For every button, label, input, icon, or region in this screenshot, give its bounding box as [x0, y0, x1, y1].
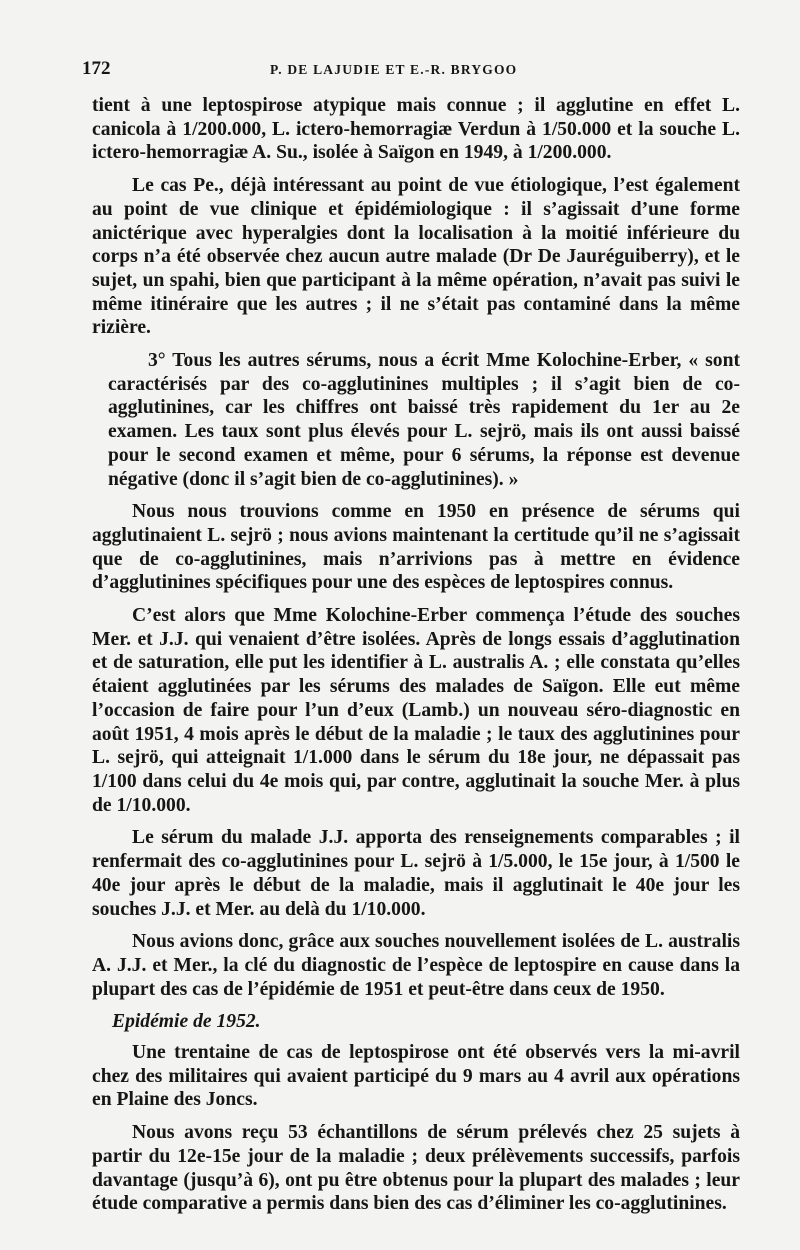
paragraph-2: Le cas Pe., déjà intéressant au point de vue étiologique, l’est également au point de vue clinique et épidémiologique : il s’agissait d’une forme anictérique avec hyperalgies dont la localisation à la moitié inférieure du corps n’a été observée chez aucun autre malade (Dr De Jauréguiberry), et le sujet, un spahi, bien que participant à la même opération, n’avait pas suivi le même itinéraire que les autres ; il ne s’était pas contaminé dans la même rizière. — [92, 175, 740, 339]
paragraph-1: tient à une leptospirose atypique mais connue ; il agglutine en effet L. canicola à 1/200.000, L. ictero-hemorragiæ Verdun à 1/50.000 et la souche L. ictero-hemorragiæ A. Su., isolée à Saïgon en 1949, à 1/200.000. — [92, 95, 740, 164]
body-text — [92, 94, 740, 1225]
paragraph-5: C’est alors que Mme Kolochine-Erber commença l’étude des souches Mer. et J.J. qui venaient d’être isolées. Après de longs essais d’agglutination et de saturation, elle put les identifier à L. australis A. ; elle constata qu’elles étaient agglutinées par les sérums des malades de Saïgon. Elle eut même l’occasion de faire pour l’un d’eux (Lamb.) un nouveau séro-diagnostic en août 1951, 4 mois après le début de la maladie ; le taux des agglutinines pour L. sejrö, qui atteignait 1/1.000 dans le sérum du 18e jour, ne dépassait pas 1/100 dans celui du 4e mois qui, par contre, agglutinait la souche Mer. à plus de 1/10.000. — [92, 605, 740, 816]
paragraph-7: Nous avions donc, grâce aux souches nouvellement isolées de L. australis A. J.J. et Mer., la clé du diagnostic de l’espèce de leptospire en cause dans la plupart des cas de l’épidémie de 1951 et peut-être dans ceux de 1950. — [92, 931, 740, 1000]
paragraph-6: Le sérum du malade J.J. apporta des renseignements comparables ; il renfermait des co-agglutinines pour L. sejrö à 1/5.000, le 15e jour, à 1/500 le 40e jour après le début de la maladie, mais il agglutinait le 40e jour les souches J.J. et Mer. au delà du 1/10.000. — [92, 827, 740, 920]
paragraph-3-quote: 3° Tous les autres sérums, nous a écrit Mme Kolochine-Erber, « sont caractérisés par des co-agglutinines multiples ; il s’agit bien de co-agglutinines, car les chiffres ont baissé très rapidement du 1er au 2e examen. Les taux sont plus élevés pour L. sejrö, mais ils ont aussi baissé pour le second examen et même, pour 6 sérums, la réponse est devenue négative (donc il s’agit bien de co-agglutinines). » — [108, 350, 740, 490]
section-heading: Epidémie de 1952. — [112, 1011, 261, 1033]
page-number: 172 — [82, 58, 111, 79]
paragraph-9: Nous avons reçu 53 échantillons de sérum prélevés chez 25 sujets à partir du 12e-15e jour de la maladie ; deux prélèvements successifs, parfois davantage (jusqu’à 6), ont pu être obtenus pour la plupart des malades ; leur étude comparative a permis dans bien des cas d’éliminer les co-agglutinines. — [92, 1122, 740, 1215]
running-head: P. DE LAJUDIE ET E.-R. BRYGOO — [270, 62, 518, 77]
paragraph-8: Une trentaine de cas de leptospirose ont été observés vers la mi-avril chez des militaires qui avaient participé du 9 mars au 4 avril aux opérations en Plaine des Joncs. — [92, 1042, 740, 1111]
paragraph-4: Nous nous trouvions comme en 1950 en présence de sérums qui agglutinaient L. sejrö ; nous avions maintenant la certitude qu’il ne s’agissait que de co-agglutinines, mais n’arrivions pas à mettre en évidence d’agglutinines spécifiques pour une des espèces de leptospires connus. — [92, 501, 740, 594]
page-header — [82, 58, 742, 84]
